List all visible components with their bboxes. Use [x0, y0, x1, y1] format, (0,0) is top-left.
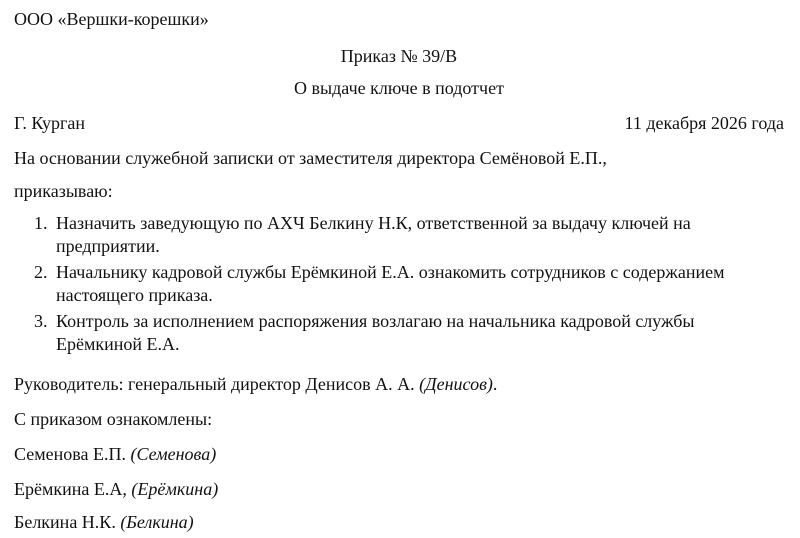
signatory-name: Семенова Е.П.	[14, 444, 126, 464]
signatory-signature: (Ерёмкина)	[131, 479, 219, 499]
order-item-number: 2.	[34, 262, 48, 282]
basis-text: На основании служебной записки от заместителя директора Семёновой Е.П.,	[14, 148, 607, 168]
order-item-number: 1.	[34, 213, 48, 233]
signatory-name: Белкина Н.К.	[14, 512, 116, 532]
head-signature: (Денисов)	[419, 374, 493, 394]
signatory-signature: (Белкина)	[120, 512, 194, 532]
signatory-signature: (Семенова)	[130, 444, 217, 464]
order-subject: О выдаче ключе в подотчет	[294, 78, 504, 98]
order-item	[34, 310, 784, 356]
order-item	[34, 212, 784, 258]
order-title: Приказ № 39/В	[340, 46, 458, 66]
order-word: приказываю:	[14, 181, 113, 201]
head-label: Руководитель: генеральный директор Денисов А. А.	[14, 374, 415, 394]
acquainted-label: С приказом ознакомлены:	[14, 409, 213, 429]
order-item	[34, 261, 784, 307]
order-date: 11 декабря 2026 года	[624, 113, 784, 133]
order-item-text: Начальнику кадровой службы Ерёмкиной Е.А. ознакомить сотрудников с содержанием настоящего приказа.	[56, 262, 725, 305]
signatory-line	[14, 511, 784, 533]
order-item-text: Назначить заведующую по АХЧ Белкину Н.К, ответственной за выдачу ключей на предприятии.	[56, 213, 691, 256]
place-date-row	[14, 112, 784, 134]
city: Г. Курган	[14, 113, 86, 133]
signatory-name: Ерёмкина Е.А,	[14, 479, 127, 499]
order-items-list	[34, 212, 784, 359]
signatory-line	[14, 443, 784, 465]
head-signature-line	[14, 373, 784, 395]
order-item-text: Контроль за исполнением распоряжения возлагаю на начальника кадровой службы Ерёмкиной Е.А.	[56, 311, 695, 354]
order-item-number: 3.	[34, 311, 48, 331]
company-name: ООО «Вершки-корешки»	[14, 9, 209, 29]
signatory-line	[14, 478, 784, 500]
head-trailing: .	[492, 374, 498, 394]
